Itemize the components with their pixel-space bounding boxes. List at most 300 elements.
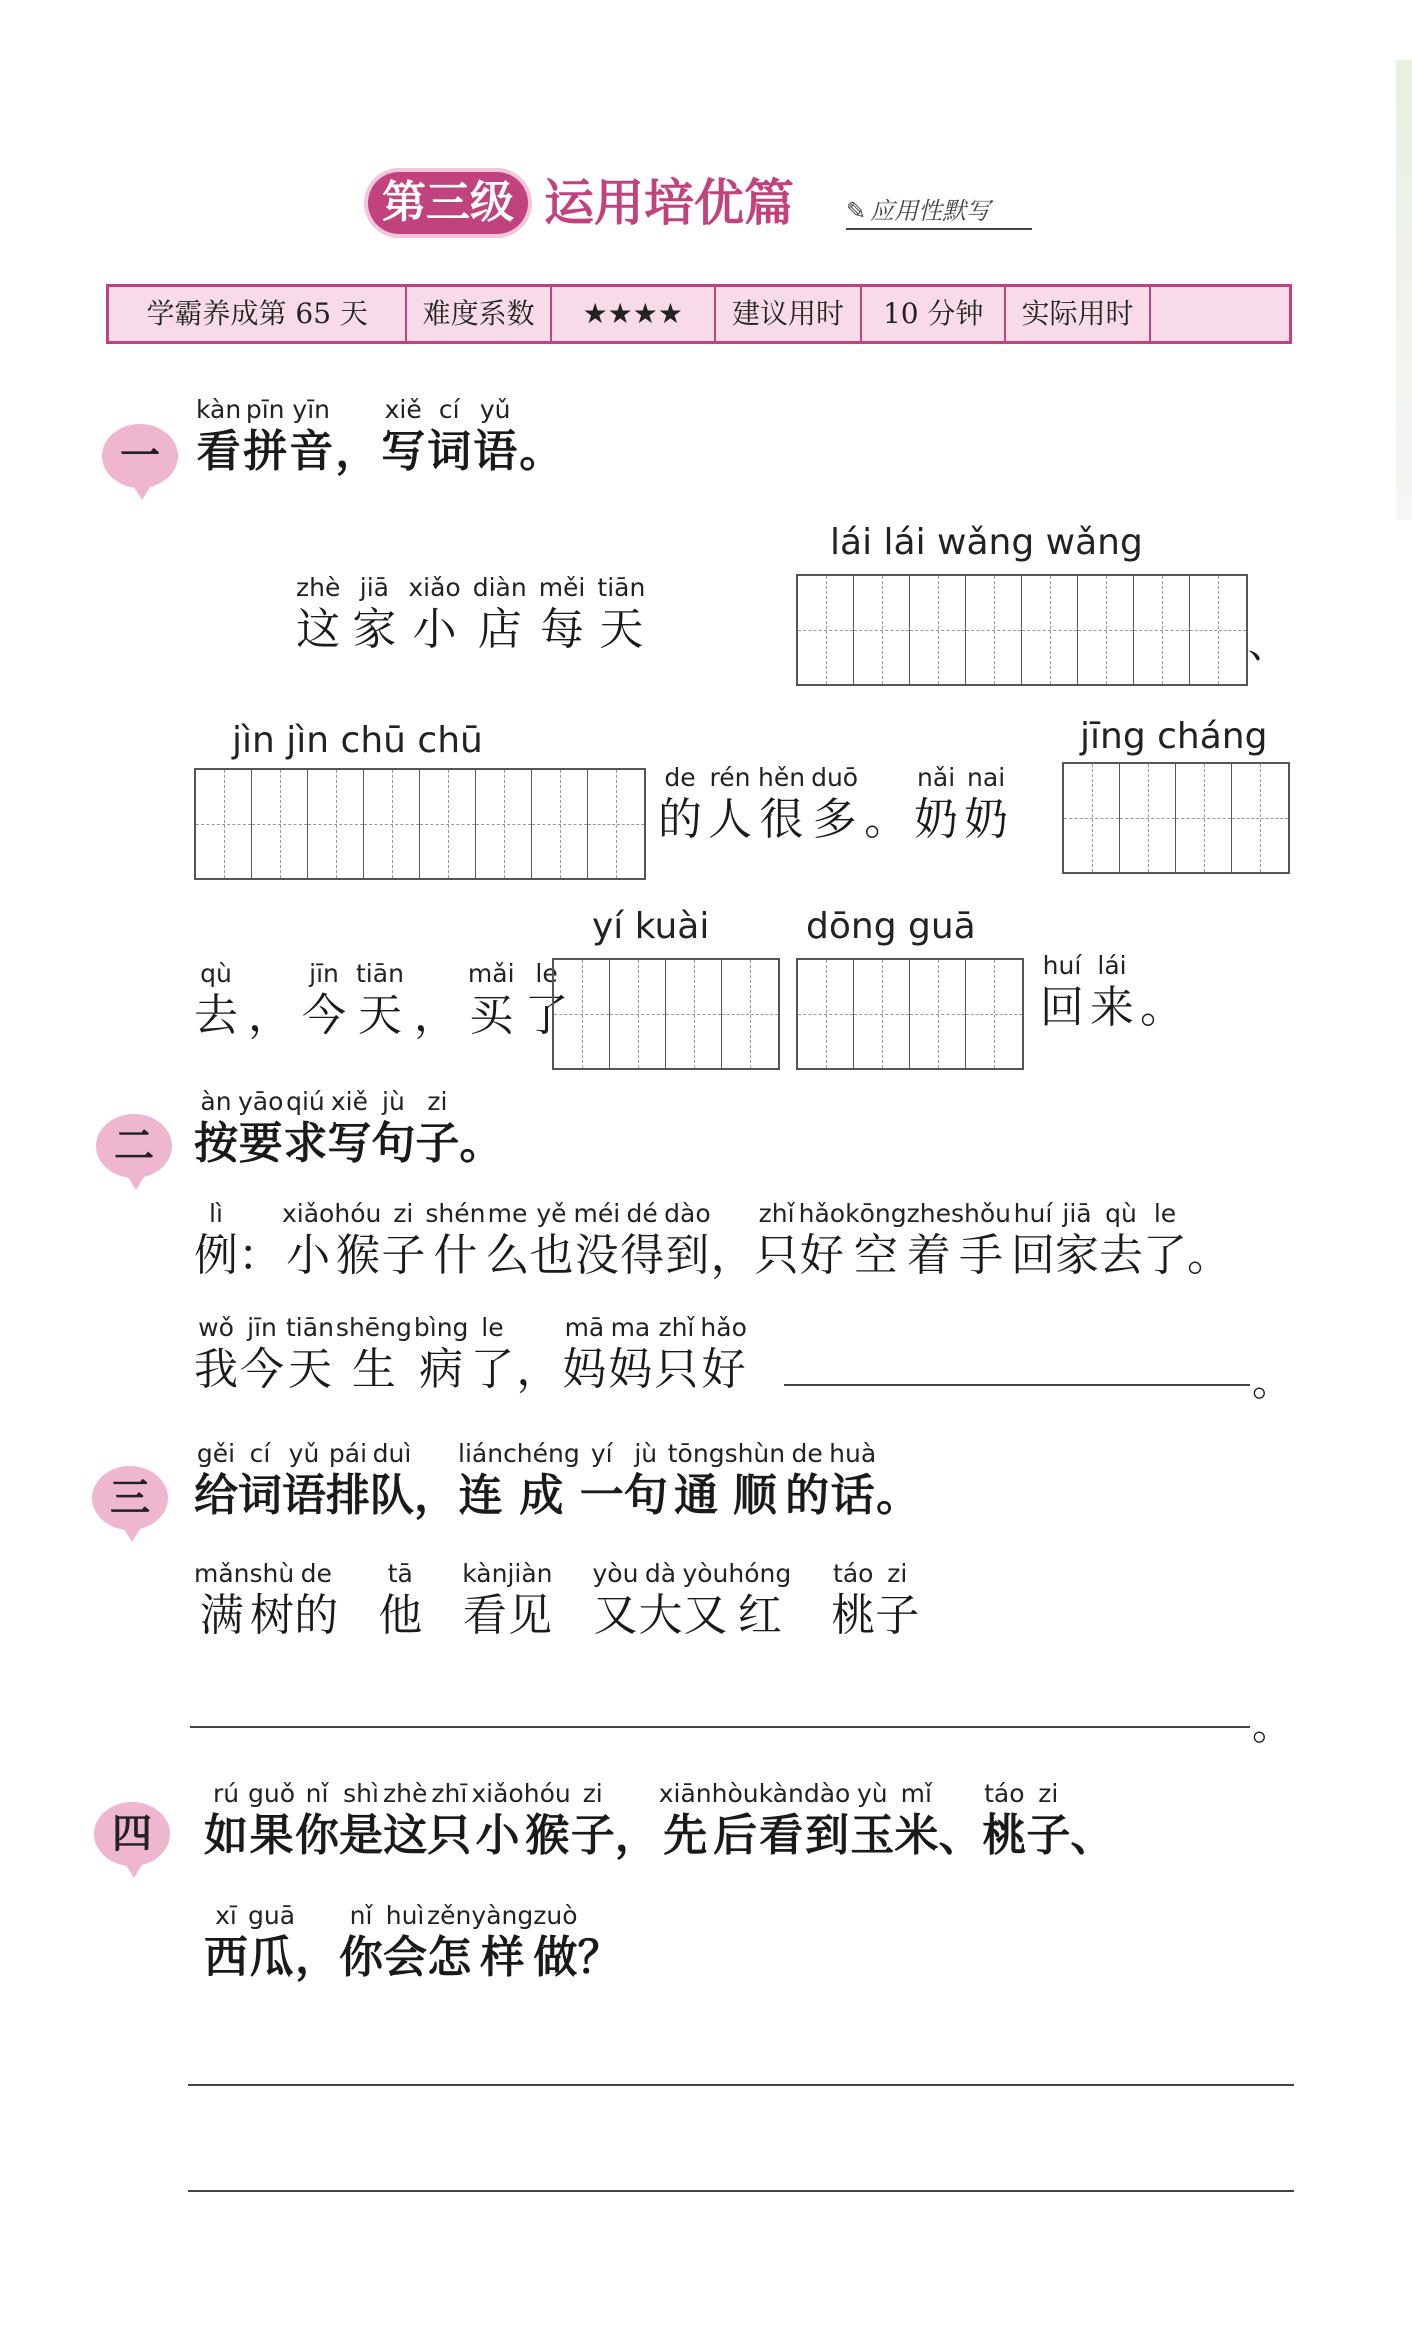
hanzi: 。 <box>864 794 909 845</box>
pinyin: měi <box>538 573 586 602</box>
pinyin-char <box>289 394 333 478</box>
hanzi: 多 <box>812 794 857 845</box>
pinyin: xī <box>215 1901 237 1930</box>
q2-end: 。 <box>1252 1359 1292 1405</box>
hanzi: 小 <box>475 1810 520 1861</box>
pinyin-char <box>248 1778 295 1862</box>
pinyin: qù <box>200 959 232 988</box>
pinyin: zhī <box>431 1779 468 1808</box>
section-title: 运用培优篇 <box>544 174 794 232</box>
pinyin: qiú <box>286 1087 325 1116</box>
pinyin: wǒ <box>198 1313 234 1342</box>
pinyin-char <box>711 1198 755 1282</box>
q2-title <box>194 1086 503 1170</box>
pinyin-char <box>295 1778 339 1862</box>
hanzi: 看 <box>196 426 241 477</box>
hanzi: 的 <box>785 1470 830 1521</box>
hanzi: 求 <box>283 1118 328 1169</box>
pinyin: tiān <box>286 1313 334 1342</box>
word-card[interactable] <box>831 1558 919 1642</box>
hanzi: 你 <box>339 1932 384 1983</box>
hanzi: 按 <box>194 1118 238 1169</box>
suggested-time-value: 10 分钟 <box>862 287 1006 341</box>
pinyin-char <box>624 1438 668 1522</box>
pinyin: guǒ <box>248 1779 296 1808</box>
pinyin: dào <box>803 1779 851 1808</box>
pinyin: le <box>481 1313 504 1342</box>
hanzi: 他 <box>378 1590 423 1641</box>
pinyin: shēng <box>335 1313 412 1342</box>
hanzi: 去 <box>1098 1230 1143 1281</box>
hanzi: 树 <box>249 1590 294 1641</box>
pinyin-char <box>804 1778 850 1862</box>
q1-line1-text <box>296 572 645 656</box>
pinyin: hǎo <box>798 1199 846 1228</box>
grid5-pinyin: dōng guā <box>806 906 976 947</box>
q1-line3-tail <box>1040 950 1184 1034</box>
hanzi: 满 <box>199 1590 244 1641</box>
pinyin-char <box>1143 1198 1187 1282</box>
pinyin-char <box>248 958 292 1042</box>
pinyin: nai <box>967 763 1006 792</box>
hanzi: 到 <box>665 1230 710 1281</box>
difficulty-label: 难度系数 <box>407 287 551 341</box>
pinyin: zhè <box>296 573 341 602</box>
pinyin-char <box>427 1778 471 1862</box>
pinyin-char <box>507 1558 552 1642</box>
hanzi: 看 <box>462 1590 507 1641</box>
hanzi: ， <box>295 1932 340 1983</box>
pinyin-char <box>951 1198 1011 1282</box>
writing-grid-1[interactable] <box>796 574 1248 686</box>
hanzi: 语 <box>282 1470 326 1521</box>
hanzi: 病 <box>419 1344 464 1395</box>
pinyin-char <box>383 1900 427 1984</box>
hanzi: 成 <box>519 1470 564 1521</box>
pinyin: zi <box>582 1779 603 1808</box>
pinyin-char <box>295 1900 339 1984</box>
pinyin: zěn <box>427 1901 472 1930</box>
hanzi: 妈 <box>608 1344 653 1395</box>
hanzi: 词 <box>238 1470 282 1521</box>
q3-answer-line[interactable] <box>190 1726 1250 1728</box>
hanzi: 先 <box>663 1810 708 1861</box>
pinyin: bìng <box>413 1313 469 1342</box>
pinyin: rén <box>709 763 751 792</box>
section-subtitle <box>846 194 1032 230</box>
pinyin-char <box>914 762 958 846</box>
writing-grid-5[interactable] <box>796 958 1024 1070</box>
question-number-4: 四 <box>94 1802 170 1866</box>
hanzi: 妈 <box>562 1344 607 1395</box>
pinyin-char <box>356 958 404 1042</box>
pinyin: lián <box>458 1439 504 1468</box>
pinyin: de <box>300 1559 332 1588</box>
pinyin: táo <box>833 1559 874 1588</box>
pinyin-char <box>414 1438 458 1522</box>
pinyin-char <box>1026 1778 1070 1862</box>
hanzi: 的 <box>658 794 702 845</box>
hanzi: ， <box>516 1344 561 1395</box>
pinyin-char <box>302 958 346 1042</box>
pinyin: zhǐ <box>758 1199 795 1228</box>
q1-line2-text <box>658 762 1008 846</box>
hanzi: 队 <box>370 1470 414 1521</box>
pinyin: nǎi <box>917 763 956 792</box>
pinyin-char <box>352 572 396 656</box>
pinyin-char <box>371 1086 415 1170</box>
hanzi: 奶 <box>914 794 959 845</box>
pinyin: dà <box>644 1559 677 1588</box>
pinyin-char <box>196 394 241 478</box>
pinyin: de <box>791 1439 823 1468</box>
pinyin-char <box>194 1086 238 1170</box>
pinyin-char <box>829 1438 876 1522</box>
pinyin-char <box>248 1900 295 1984</box>
pinyin-char <box>471 1778 523 1862</box>
pinyin: mǎn <box>194 1559 250 1588</box>
q2-answer-line[interactable] <box>784 1384 1250 1386</box>
pinyin: xiě <box>384 395 422 424</box>
hanzi: 也 <box>529 1230 574 1281</box>
hanzi: ， <box>248 990 292 1041</box>
pinyin: qù <box>1105 1199 1137 1228</box>
pinyin: mǐ <box>900 1779 932 1808</box>
pinyin-char <box>876 1438 920 1522</box>
pinyin-char <box>811 762 858 846</box>
pinyin: xiǎo <box>282 1199 335 1228</box>
hanzi: 要 <box>238 1118 283 1169</box>
pinyin-char <box>485 1198 529 1282</box>
hanzi: 句 <box>371 1118 416 1169</box>
pinyin: yǔ <box>288 1439 320 1468</box>
pinyin: zi <box>1038 1779 1059 1808</box>
pinyin: chéng <box>503 1439 580 1468</box>
pinyin: lì <box>209 1199 223 1228</box>
pinyin: le <box>1153 1199 1177 1228</box>
hanzi: 又 <box>593 1590 638 1641</box>
hanzi: 拼 <box>243 426 288 477</box>
hanzi: 、 <box>1070 1810 1115 1861</box>
pinyin: me <box>487 1199 528 1228</box>
word-card[interactable] <box>378 1558 422 1642</box>
pinyin-char <box>938 1778 982 1862</box>
pinyin: àn <box>200 1087 232 1116</box>
pinyin-char <box>664 1198 710 1282</box>
pinyin: le <box>535 959 558 988</box>
pinyin-char <box>250 1558 295 1642</box>
pinyin-char <box>378 1558 422 1642</box>
hanzi: 子 <box>875 1590 920 1641</box>
pinyin-char <box>468 958 515 1042</box>
hanzi: 很 <box>759 794 804 845</box>
info-bar <box>106 284 1292 344</box>
actual-time-value[interactable] <box>1151 287 1289 341</box>
hanzi: ， <box>335 426 380 477</box>
pinyin: kàn <box>758 1779 804 1808</box>
hanzi: 玉 <box>850 1810 895 1861</box>
hanzi: 好 <box>799 1230 844 1281</box>
pinyin: yě <box>536 1199 567 1228</box>
hanzi: 桃 <box>982 1810 1027 1861</box>
pinyin: dào <box>664 1199 711 1228</box>
pinyin-char <box>682 1558 728 1642</box>
subtitle-text: 应用性默写 <box>870 197 991 225</box>
pinyin-char <box>470 1312 514 1396</box>
pinyin: xiǎo <box>471 1779 524 1808</box>
hanzi: 做 <box>533 1932 578 1983</box>
hanzi: ： <box>238 1230 282 1281</box>
pinyin-char <box>529 1198 573 1282</box>
pinyin: nǐ <box>349 1901 373 1930</box>
hanzi: 了 <box>1142 1230 1187 1281</box>
pinyin-char <box>539 572 586 656</box>
pinyin-char <box>799 1198 845 1282</box>
q4-answer-line-1[interactable] <box>188 2084 1294 2086</box>
pinyin: huì <box>385 1901 425 1930</box>
pinyin-char <box>473 572 527 656</box>
pinyin-char <box>296 572 340 656</box>
hanzi: 猴 <box>525 1810 570 1861</box>
hanzi: 这 <box>383 1810 428 1861</box>
pinyin: shù <box>249 1559 295 1588</box>
actual-time-label: 实际用时 <box>1006 287 1150 341</box>
pinyin-char <box>875 1558 919 1642</box>
pinyin: kàn <box>462 1559 508 1588</box>
word-card[interactable] <box>194 1558 338 1642</box>
hanzi: 给 <box>194 1470 238 1521</box>
pinyin-char <box>562 1312 606 1396</box>
pinyin-char <box>658 762 702 846</box>
hanzi: 又 <box>683 1590 728 1641</box>
hanzi: 今 <box>302 990 346 1041</box>
pinyin: duō <box>811 763 859 792</box>
pinyin-char <box>831 1558 875 1642</box>
hanzi: 如 <box>204 1810 248 1861</box>
hanzi: 。 <box>459 1118 504 1169</box>
pinyin: shén <box>425 1199 486 1228</box>
pinyin: pīn <box>245 395 285 424</box>
pinyin-char <box>458 1438 503 1522</box>
pinyin: diàn <box>472 573 527 602</box>
hanzi: 是 <box>339 1810 384 1861</box>
hanzi: 红 <box>737 1590 782 1641</box>
q4-answer-line-2[interactable] <box>188 2190 1294 2192</box>
pinyin: huí <box>1042 951 1082 980</box>
hanzi: 没 <box>574 1230 619 1281</box>
q1-line1-end: 、 <box>1248 621 1288 667</box>
pinyin-char <box>427 394 471 478</box>
pinyin-char <box>982 1778 1026 1862</box>
hanzi: 只 <box>427 1810 472 1861</box>
pinyin: yāo <box>238 1087 284 1116</box>
pinyin-char <box>845 1198 907 1282</box>
pinyin: guā <box>248 1901 296 1930</box>
pinyin-char <box>282 1438 326 1522</box>
hanzi: 果 <box>249 1810 294 1861</box>
pinyin-char <box>339 1900 383 1984</box>
pinyin-char <box>573 1198 620 1282</box>
pinyin-char <box>533 1900 577 1984</box>
hanzi: 子 <box>381 1230 426 1281</box>
pinyin: hóng <box>728 1559 792 1588</box>
pinyin-char <box>326 1438 370 1522</box>
pinyin-char <box>728 1558 791 1642</box>
pinyin: yòu <box>592 1559 639 1588</box>
page-edge-decoration <box>1396 60 1412 520</box>
pinyin-char <box>194 1312 238 1396</box>
pinyin-char <box>503 1438 580 1522</box>
pinyin-char <box>462 1558 507 1642</box>
pinyin: cí <box>249 1439 271 1468</box>
pinyin-char <box>524 1778 571 1862</box>
hanzi: 桃 <box>831 1590 876 1641</box>
pinyin-char <box>240 1312 284 1396</box>
pinyin: dé <box>626 1199 658 1228</box>
hanzi: 通 <box>674 1470 719 1521</box>
hanzi: 家 <box>352 604 397 655</box>
hanzi: 样 <box>480 1932 525 1983</box>
pinyin: zhǐ <box>658 1313 695 1342</box>
pinyin: ma <box>610 1313 651 1342</box>
pinyin: huà <box>829 1439 877 1468</box>
pinyin-char <box>1090 950 1134 1034</box>
pinyin: de <box>664 763 696 792</box>
hanzi: 见 <box>507 1590 552 1641</box>
pinyin-char <box>580 1438 624 1522</box>
word-card[interactable] <box>462 1558 552 1642</box>
day-count: 学霸养成第 65 天 <box>109 287 407 341</box>
hanzi: 手 <box>958 1230 1003 1281</box>
hanzi: 词 <box>427 426 472 477</box>
hanzi: 空 <box>853 1230 898 1281</box>
hanzi: 句 <box>623 1470 668 1521</box>
pinyin-char <box>194 1438 238 1522</box>
hanzi: 去 <box>194 990 238 1041</box>
pinyin-char <box>427 1900 471 1984</box>
pinyin: rú <box>212 1779 240 1808</box>
pinyin-char <box>1070 1778 1114 1862</box>
level-badge: 第三级 <box>368 172 528 234</box>
pinyin-char <box>571 1778 615 1862</box>
pinyin-char <box>712 1778 759 1862</box>
writing-grid-2[interactable] <box>194 768 646 880</box>
pinyin-char <box>725 1438 786 1522</box>
hanzi: 。 <box>1186 1230 1231 1281</box>
hanzi: 小 <box>286 1230 331 1281</box>
pinyin-char <box>894 1778 938 1862</box>
pinyin-char <box>1187 1198 1231 1282</box>
hanzi: 店 <box>477 604 522 655</box>
pinyin-char <box>204 1778 248 1862</box>
pinyin-char <box>700 1312 746 1396</box>
pinyin-char <box>194 1558 250 1642</box>
grid4-pinyin: yí kuài <box>592 906 710 947</box>
pinyin-char <box>620 1198 664 1282</box>
hanzi: 着 <box>906 1230 951 1281</box>
pinyin-char <box>194 1198 238 1282</box>
writing-grid-4[interactable] <box>552 958 780 1070</box>
hanzi: 么 <box>485 1230 530 1281</box>
hanzi: 奶 <box>964 794 1009 845</box>
grid2-pinyin: jìn jìn chū chū <box>232 720 483 761</box>
pinyin: hóu <box>334 1199 382 1228</box>
hanzi: 了 <box>524 990 569 1041</box>
hanzi: 这 <box>296 604 341 655</box>
hanzi: 西 <box>204 1932 248 1983</box>
pinyin-char <box>654 1312 698 1396</box>
pinyin: xiě <box>330 1087 368 1116</box>
hanzi: ？ <box>577 1932 622 1983</box>
pinyin-char <box>907 1198 951 1282</box>
pinyin: zuò <box>533 1901 578 1930</box>
pinyin-char <box>516 1312 560 1396</box>
hanzi: 话 <box>830 1470 875 1521</box>
pinyin-char <box>238 1198 282 1282</box>
pinyin-char <box>708 762 752 846</box>
q3-words <box>194 1558 919 1642</box>
q1-title <box>196 394 563 478</box>
pinyin-char <box>519 394 563 478</box>
hanzi: 到 <box>805 1810 850 1861</box>
pinyin-char <box>243 394 287 478</box>
pinyin-char <box>459 1086 503 1170</box>
hanzi: 子 <box>415 1118 460 1169</box>
pinyin: kàn <box>196 395 242 424</box>
pinyin: jīn <box>309 959 339 988</box>
hanzi: 只 <box>654 1344 699 1395</box>
pinyin: tōng <box>667 1439 725 1468</box>
pinyin: hǎo <box>700 1313 747 1342</box>
question-number-2: 二 <box>96 1114 172 1178</box>
pinyin: cí <box>438 395 460 424</box>
pinyin: yǔ <box>479 395 511 424</box>
hanzi: 。 <box>1140 982 1184 1033</box>
hanzi: 一 <box>579 1470 624 1521</box>
pinyin: jiàn <box>507 1559 553 1588</box>
hanzi: 家 <box>1054 1230 1099 1281</box>
q1-line3-text <box>194 958 569 1042</box>
hanzi: 买 <box>469 990 514 1041</box>
grid1-pinyin: lái lái wǎng wǎng <box>830 522 1143 563</box>
pinyin-char <box>638 1558 682 1642</box>
writing-grid-3[interactable] <box>1062 762 1290 874</box>
pinyin-char <box>1140 950 1184 1034</box>
question-number-1: 一 <box>102 424 178 488</box>
pinyin-char <box>282 1198 334 1282</box>
pinyin: jù <box>382 1087 405 1116</box>
pinyin-char <box>1099 1198 1143 1282</box>
pinyin: xiǎo <box>408 573 461 602</box>
pinyin: tiān <box>597 573 646 602</box>
word-card[interactable] <box>593 1558 792 1642</box>
pinyin: zi <box>427 1087 448 1116</box>
pinyin-char <box>370 1438 414 1522</box>
pinyin: zhè <box>383 1779 428 1808</box>
pinyin: yù <box>857 1779 888 1808</box>
hanzi: 来 <box>1090 982 1134 1033</box>
pinyin-char <box>327 1086 371 1170</box>
pinyin-char <box>334 1198 381 1282</box>
pinyin: yīn <box>292 395 330 424</box>
pinyin-char <box>758 762 805 846</box>
pinyin: duì <box>372 1439 412 1468</box>
pinyin: mǎi <box>467 959 515 988</box>
hanzi: 天 <box>599 604 644 655</box>
hanzi: 瓜 <box>249 1932 294 1983</box>
pinyin: jiā <box>359 573 389 602</box>
pinyin-char <box>615 1778 659 1862</box>
